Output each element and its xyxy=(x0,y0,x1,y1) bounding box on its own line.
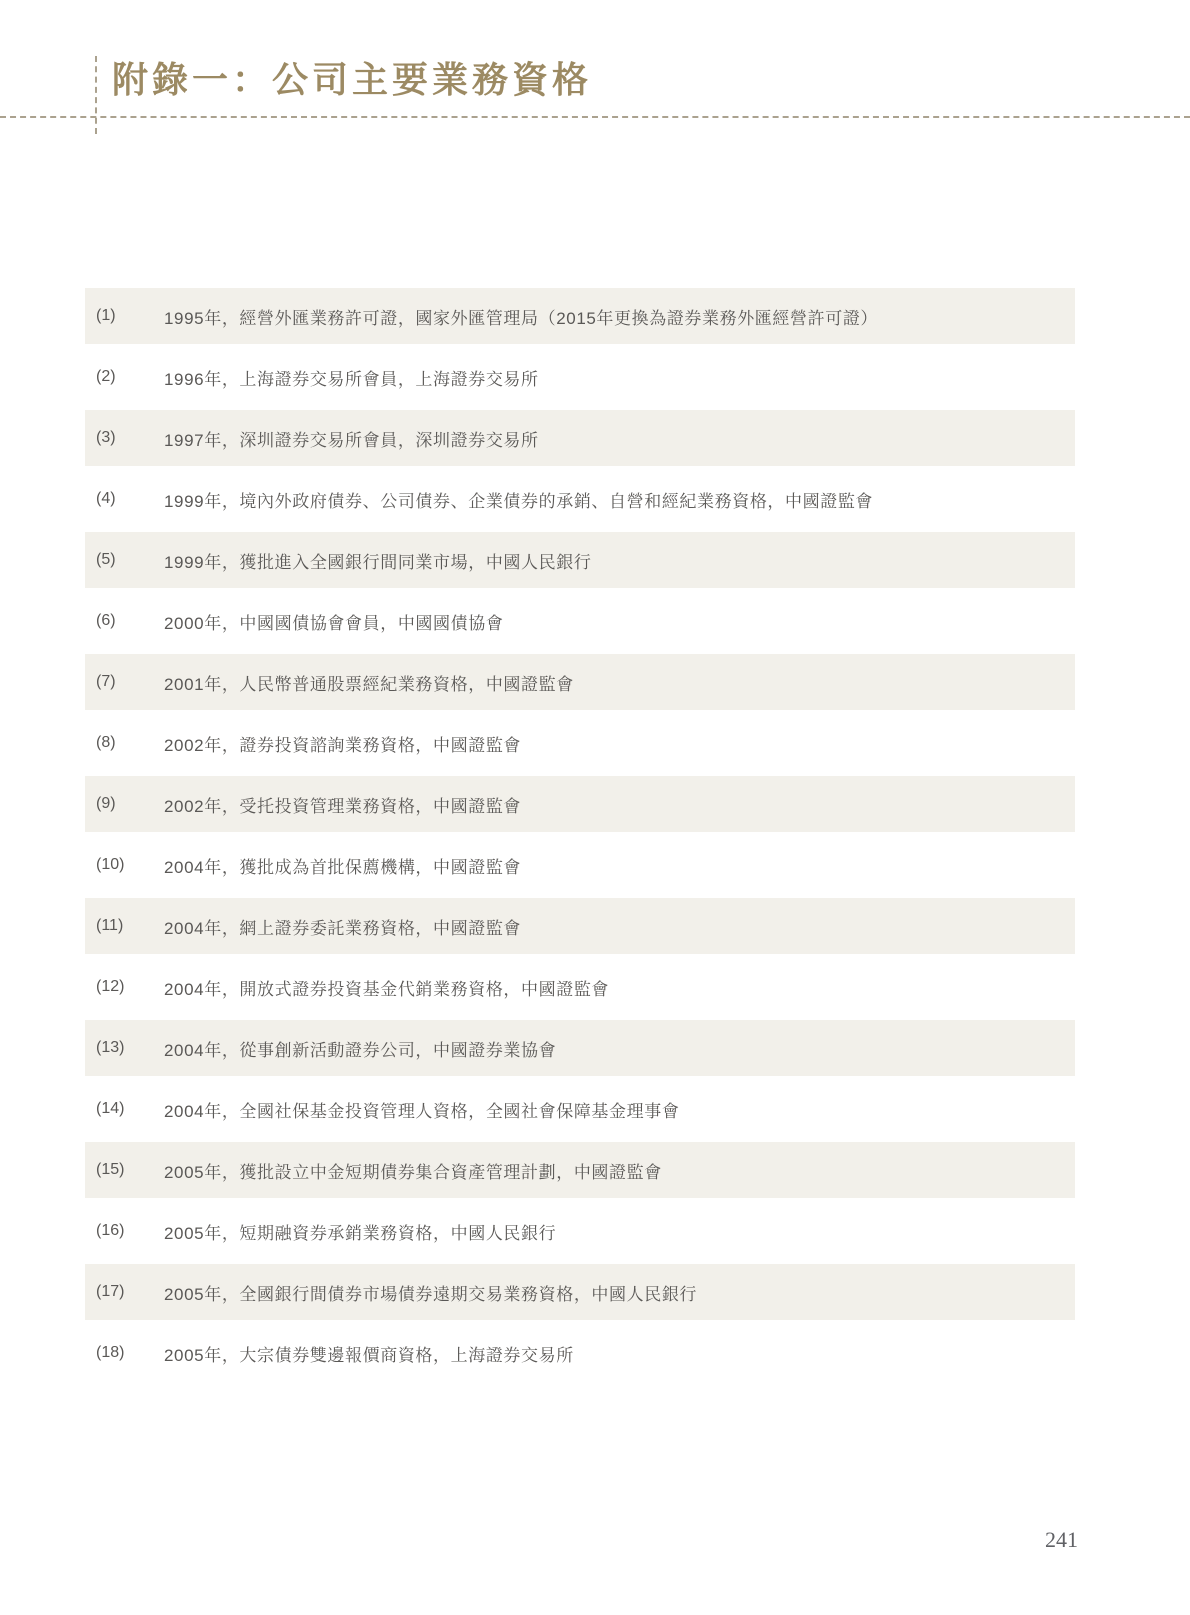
list-item xyxy=(85,898,1075,954)
list-item xyxy=(85,532,1075,588)
list-item xyxy=(85,471,1075,527)
list-item xyxy=(85,776,1075,832)
list-item xyxy=(85,349,1075,405)
item-number: (12) xyxy=(96,978,125,995)
item-number: (5) xyxy=(96,551,116,568)
item-number: (3) xyxy=(96,429,116,446)
item-number: (13) xyxy=(96,1039,125,1056)
horizontal-dashed-rule xyxy=(0,116,1190,118)
item-text: 1995年，經營外匯業務許可證，國家外匯管理局（2015年更換為證券業務外匯經營許可證） xyxy=(164,308,879,328)
list-item xyxy=(85,593,1075,649)
item-text: 2002年，受托投資管理業務資格，中國證監會 xyxy=(164,796,522,816)
item-text: 2005年，短期融資券承銷業務資格，中國人民銀行 xyxy=(164,1223,557,1243)
item-number: (10) xyxy=(96,856,125,873)
item-number: (11) xyxy=(96,917,124,934)
list-item xyxy=(85,715,1075,771)
list-item xyxy=(85,1325,1075,1381)
item-text: 2000年，中國國債協會會員，中國國債協會 xyxy=(164,613,504,633)
item-number: (14) xyxy=(96,1100,125,1117)
item-number: (17) xyxy=(96,1283,125,1300)
list-item xyxy=(85,1203,1075,1259)
item-text: 1999年，境內外政府債券、公司債券、企業債券的承銷、自營和經紀業務資格，中國證監會 xyxy=(164,491,874,511)
item-number: (18) xyxy=(96,1344,125,1361)
list-item xyxy=(85,1020,1075,1076)
list-item xyxy=(85,959,1075,1015)
item-number: (9) xyxy=(96,795,116,812)
item-number: (8) xyxy=(96,734,116,751)
list-item xyxy=(85,837,1075,893)
vertical-dashed-rule xyxy=(95,56,97,134)
item-text: 2004年，開放式證券投資基金代銷業務資格，中國證監會 xyxy=(164,979,610,999)
item-text: 2002年，證券投資諮詢業務資格，中國證監會 xyxy=(164,735,522,755)
item-number: (4) xyxy=(96,490,116,507)
list-item xyxy=(85,410,1075,466)
qualification-list xyxy=(85,288,1075,1386)
item-text: 2004年，全國社保基金投資管理人資格，全國社會保障基金理事會 xyxy=(164,1101,680,1121)
item-text: 2004年，網上證券委託業務資格，中國證監會 xyxy=(164,918,522,938)
page-title: 附錄一：公司主要業務資格 xyxy=(112,60,593,100)
item-number: (1) xyxy=(96,307,116,324)
item-number: (2) xyxy=(96,368,116,385)
list-item xyxy=(85,288,1075,344)
item-text: 1999年，獲批進入全國銀行間同業市場，中國人民銀行 xyxy=(164,552,592,572)
list-item xyxy=(85,1264,1075,1320)
list-item xyxy=(85,654,1075,710)
item-text: 2005年，獲批設立中金短期債券集合資產管理計劃，中國證監會 xyxy=(164,1162,662,1182)
item-text: 2001年，人民幣普通股票經紀業務資格，中國證監會 xyxy=(164,674,574,694)
list-item xyxy=(85,1142,1075,1198)
item-number: (7) xyxy=(96,673,116,690)
list-item xyxy=(85,1081,1075,1137)
item-text: 2004年，從事創新活動證券公司，中國證券業協會 xyxy=(164,1040,557,1060)
item-text: 1997年，深圳證券交易所會員，深圳證券交易所 xyxy=(164,430,539,450)
item-text: 2004年，獲批成為首批保薦機構，中國證監會 xyxy=(164,857,522,877)
item-number: (6) xyxy=(96,612,116,629)
item-number: (16) xyxy=(96,1222,125,1239)
item-text: 1996年，上海證券交易所會員，上海證券交易所 xyxy=(164,369,539,389)
item-text: 2005年，全國銀行間債券市場債券遠期交易業務資格，中國人民銀行 xyxy=(164,1284,698,1304)
item-number: (15) xyxy=(96,1161,125,1178)
item-text: 2005年，大宗債券雙邊報價商資格，上海證券交易所 xyxy=(164,1345,574,1365)
page-number: 241 xyxy=(1045,1527,1078,1552)
